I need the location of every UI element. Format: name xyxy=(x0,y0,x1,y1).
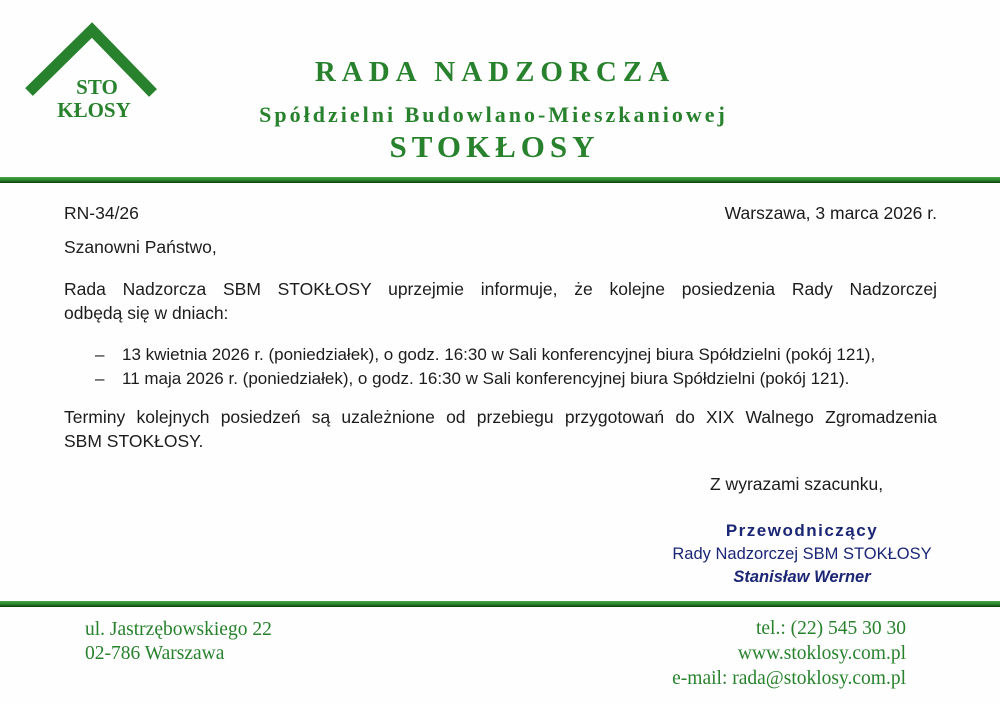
paragraph-2-line-1: Terminy kolejnych posiedzeń są uzależnione od przebiegu przygotowań do XIX Walnego Zgromadzenia xyxy=(64,407,937,427)
footer-address xyxy=(85,618,272,666)
footer-website: www.stoklosy.com.pl xyxy=(737,643,906,664)
paragraph-1-line-1: Rada Nadzorcza SBM STOKŁOSY uprzejmie informuje, że kolejne posiedzenia Rady Nadzorczej xyxy=(64,279,937,299)
signature-block xyxy=(652,520,952,589)
paragraph-1-line-2: odbędą się w dniach: xyxy=(64,302,229,323)
list-item-text: 13 kwietnia 2026 r. (poniedziałek), o godz. 16:30 w Sali konferencyjnej biura Spółdzielni (pokój 121), xyxy=(122,345,876,364)
footer-email: e-mail: rada@stoklosy.com.pl xyxy=(672,668,906,689)
list-marker: – xyxy=(95,345,105,364)
org-name-line1: RADA NADZORCZA xyxy=(314,56,676,88)
meeting-dates-list xyxy=(64,343,1000,391)
paragraph-2-line-2: SBM STOKŁOSY. xyxy=(64,430,204,451)
reference-row xyxy=(64,203,937,224)
logo-text-klosy: KŁOSY xyxy=(57,98,131,120)
list-item-text: 11 maja 2026 r. (poniedziałek), o godz. 16:30 w Sali konferencyjnej biura Spółdzielni (pokój 121). xyxy=(122,369,850,388)
footer-address-line1: ul. Jastrzębowskiego 22 xyxy=(85,619,272,640)
footer-phone: tel.: (22) 545 30 30 xyxy=(755,618,906,639)
header-divider xyxy=(0,177,1000,183)
footer-contact xyxy=(672,616,906,691)
salutation: Szanowni Państwo, xyxy=(64,237,217,257)
footer-divider xyxy=(0,601,1000,607)
org-name-line2: Spółdzielni Budowlano-Mieszkaniowej xyxy=(259,102,728,127)
paragraph-2 xyxy=(64,406,937,453)
paragraph-1 xyxy=(64,278,937,325)
org-title-block xyxy=(0,56,992,164)
reference-number: RN-34/26 xyxy=(64,203,139,223)
list-marker: – xyxy=(95,369,105,388)
place-date: Warszawa, 3 marca 2026 r. xyxy=(724,203,937,223)
signature-organization: Rady Nadzorczej SBM STOKŁOSY xyxy=(672,545,932,563)
org-name-line3: STOKŁOSY xyxy=(389,129,600,164)
closing-phrase: Z wyrazami szacunku, xyxy=(710,474,884,494)
logo-text-sto: STO xyxy=(76,75,118,99)
list-item xyxy=(64,367,1000,391)
list-item xyxy=(64,343,1000,367)
footer-address-line2: 02-786 Warszawa xyxy=(85,643,225,664)
signature-name: Stanisław Werner xyxy=(733,568,871,586)
signature-title: Przewodniczący xyxy=(725,521,879,540)
